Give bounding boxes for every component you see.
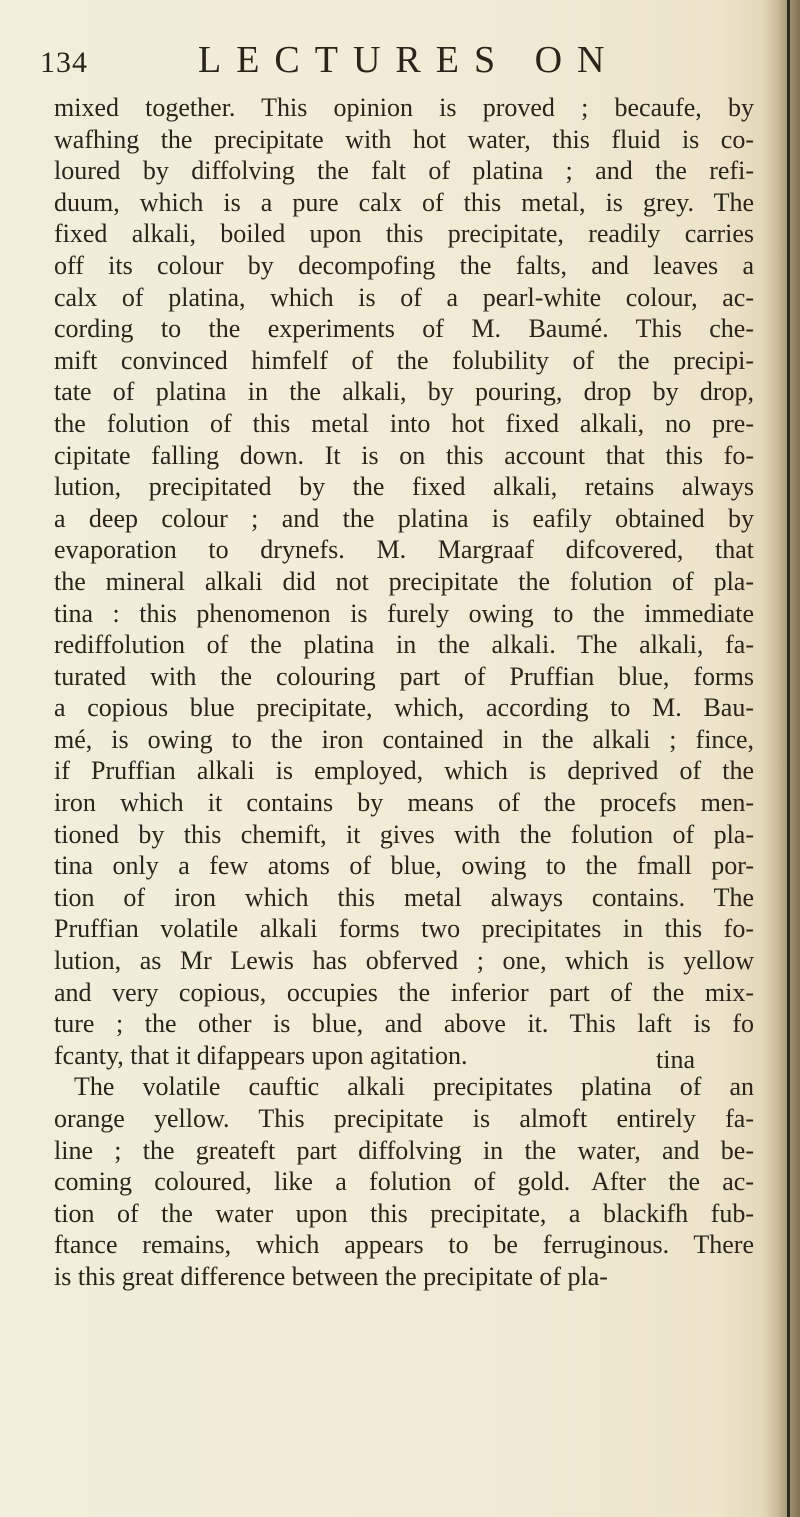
catchword: tina [656, 1045, 695, 1074]
text-line: lution, as Mr Lewis has obferved ; one, which is yellow [54, 946, 754, 976]
text-line: duum, which is a pure calx of this metal, is grey. The [54, 187, 754, 217]
text-line: orange yellow. This precipitate is almoft entirely fa- [54, 1104, 754, 1133]
text-line: calx of platina, which is of a pearl-white colour, ac- [54, 282, 754, 312]
binding-edge [787, 0, 790, 1517]
text-line: tion of iron which this metal always contains. The [54, 882, 754, 912]
text-line: if Pruffian alkali is employed, which is deprived of the [54, 756, 754, 786]
text-line: a deep colour ; and the platina is eafily obtained by [54, 503, 754, 533]
text-line: wafhing the precipitate with hot water, this fluid is co- [54, 124, 754, 154]
text-line: tion of the water upon this precipitate, a blackifh fub- [54, 1198, 754, 1228]
text-line: mé, is owing to the iron contained in the alkali ; fince, [54, 724, 754, 754]
text-line: mift convinced himfelf of the folubility of the precipi- [54, 345, 754, 375]
text-line: tina : this phenomenon is furely owing to the immediate [54, 598, 754, 628]
text-line: fixed alkali, boiled upon this precipitate, readily carries [54, 219, 754, 249]
body-text [54, 92, 754, 1293]
text-line: and very copious, occupies the inferior part of the mix- [54, 977, 754, 1007]
page-edge-shadow [762, 0, 800, 1517]
text-line: off its colour by decompofing the falts, and leaves a [54, 250, 754, 280]
text-line: turated with the colouring part of Pruffian blue, forms [54, 661, 754, 691]
text-line: evaporation to drynefs. M. Margraaf difcovered, that [54, 535, 754, 565]
text-line: iron which it contains by means of the procefs men- [54, 788, 754, 818]
text-line: tate of platina in the alkali, by pouring, drop by drop, [54, 377, 754, 407]
text-line: cording to the experiments of M. Baumé. This che- [54, 314, 754, 344]
text-line: a copious blue precipitate, which, according to M. Bau- [54, 693, 754, 723]
text-line: ture ; the other is blue, and above it. This laft is fo [54, 1009, 754, 1039]
text-line: the mineral alkali did not precipitate the folution of pla- [54, 566, 754, 596]
page-header [40, 38, 700, 88]
text-line: loured by diffolving the falt of platina ; and the refi- [54, 156, 754, 186]
text-line: line ; the greateft part diffolving in the water, and be- [54, 1135, 754, 1165]
text-line: mixed together. This opinion is proved ; becaufe, by [54, 93, 754, 122]
text-line: ftance remains, which appears to be ferruginous. There [54, 1230, 754, 1260]
text-line: the folution of this metal into hot fixed alkali, no pre- [54, 408, 754, 438]
text-line: is this great difference between the precipitate of pla- [54, 1261, 608, 1291]
text-line: Pruffian volatile alkali forms two precipitates in this fo- [54, 914, 754, 944]
text-line: coming coloured, like a folution of gold. After the ac- [54, 1167, 754, 1197]
text-line: lution, precipitated by the fixed alkali, retains always [54, 472, 754, 502]
text-line: cipitate falling down. It is on this account that this fo- [54, 440, 754, 470]
text-line: The volatile cauftic alkali precipitates platina of an [74, 1072, 754, 1102]
text-line: tina only a few atoms of blue, owing to the fmall por- [54, 851, 754, 881]
text-line: rediffolution of the platina in the alkali. The alkali, fa- [54, 630, 754, 660]
text-line: tioned by this chemift, it gives with the folution of pla- [54, 819, 754, 849]
running-head: LECTURES ON [198, 39, 620, 81]
text-line: fcanty, that it difappears upon agitation. [54, 1040, 468, 1070]
page-number: 134 [40, 46, 88, 79]
